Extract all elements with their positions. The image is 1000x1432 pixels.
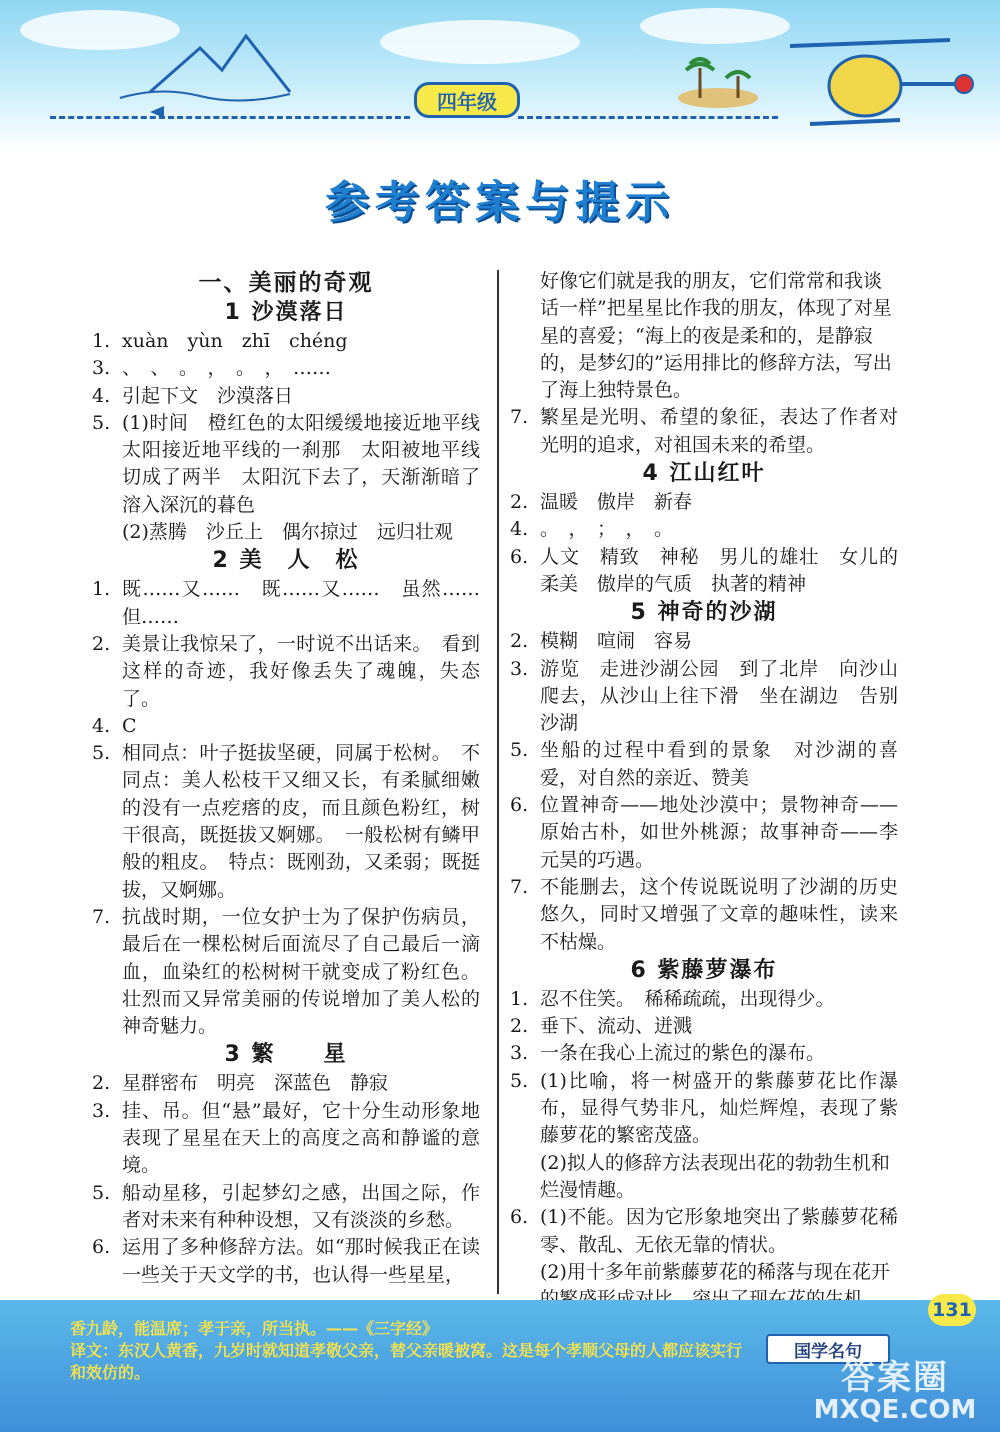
- answer-item: [510, 404, 898, 459]
- answer-item: [92, 1070, 480, 1097]
- unit-title: 一、美丽的奇观: [198, 270, 374, 296]
- answer-number: 5.: [92, 1181, 111, 1204]
- answer-text: 人文 精致 神秘 男儿的雄壮 女儿的柔美 傲岸的气质 执著的精神: [540, 545, 898, 595]
- left-column: [92, 268, 500, 1289]
- answer-number: 1.: [92, 330, 111, 352]
- answer-text: (1)不能。因为它形象地突出了紫藤萝花稀零、散乱、无依无靠的情状。: [540, 1206, 898, 1256]
- answer-text: 坐船的过程中看到的景象 对沙湖的喜爱，对自然的亲近、赞美: [540, 739, 898, 789]
- helicopter-icon: [829, 56, 901, 116]
- island-icon: [678, 88, 758, 108]
- mountain-icon: [150, 36, 290, 92]
- answer-number: 3.: [92, 357, 111, 380]
- answer-number: 2.: [510, 1015, 529, 1038]
- dashed-line: [518, 116, 778, 119]
- watermark-url: MXQE.COM: [813, 1395, 977, 1425]
- answer-number: 6.: [510, 545, 529, 568]
- answer-item: [510, 516, 898, 543]
- answer-number: 2.: [92, 632, 111, 655]
- section-title: 2 美 人 松: [212, 548, 360, 574]
- answer-item: [510, 1068, 898, 1150]
- answer-item: [92, 904, 480, 1040]
- answer-number: 6.: [510, 1206, 529, 1229]
- answer-continuation: (2)用十多年前紫藤萝花的稀落与现在花开: [540, 1260, 890, 1283]
- answer-text: 挂、吊。但“悬”最好，它十分生动形象地表现了星星在天上的高度之高和静谧的意境。: [122, 1099, 480, 1177]
- answer-text: xuàn yùn zhī chéng: [122, 330, 348, 352]
- answer-item: [510, 489, 898, 516]
- answer-item: [92, 383, 480, 410]
- answer-number: 5.: [92, 742, 111, 765]
- answer-number: 2.: [92, 1072, 111, 1095]
- answer-text: 运用了多种修辞方法。如“那时候我正在读一些关于天文学的书，也认得一些星星，: [122, 1236, 480, 1286]
- answer-text: 引起下文 沙漠落日: [122, 384, 294, 407]
- page-header: [0, 0, 1000, 150]
- answer-number: 5.: [510, 739, 529, 762]
- answer-number: 2.: [510, 630, 529, 653]
- answer-text: 船动星移，引起梦幻之感，出国之际，作者对未来有种种设想，又有淡淡的乡愁。: [122, 1181, 480, 1231]
- answer-item: [510, 628, 898, 655]
- guoxue-badge: 国学名句: [766, 1334, 890, 1364]
- answer-text: 模糊 喧闹 容易: [540, 630, 693, 653]
- answer-item: [92, 1180, 480, 1235]
- section-title: 5 神奇的沙湖: [630, 600, 778, 626]
- answer-number: 3.: [510, 657, 529, 680]
- answer-number: 5.: [92, 411, 111, 434]
- answer-text: 一条在我心上流过的紫色的瀑布。: [540, 1042, 826, 1065]
- answer-number: 7.: [510, 406, 529, 429]
- footer-translation: 译文：东汉人黄香，九岁时就知道孝敬父亲，替父亲暖被窝。这是每个孝顺父母的人都应该实行和效仿的。: [70, 1341, 743, 1382]
- answer-number: 1.: [92, 578, 111, 601]
- answer-item: [510, 874, 898, 956]
- answer-number: 4.: [92, 384, 111, 407]
- section-title: 4 江山红叶: [642, 461, 766, 487]
- answer-text: 相同点：叶子挺拔坚硬，同属于松树。 不同点：美人松枝干又细又长，有柔腻细嫩的没有一点疙瘩的皮，而且颜色粉红，树干很高，既挺拔又婀娜。 一般松树有鳞甲般的粗皮。 特点：既刚劲，又柔弱；既挺拔，又婀娜。: [122, 742, 480, 901]
- answer-text: 美景让我惊呆了，一时说不出话来。 看到这样的奇迹，我好像丢失了魂魄，失态了。: [122, 632, 480, 710]
- dashed-line: [50, 116, 410, 119]
- answer-item: [510, 656, 898, 738]
- answer-item: [92, 631, 480, 713]
- answer-text: 抗战时期，一位女护士为了保护伤病员，最后在一棵松树后面流尽了自己最后一滴血，血染红的松树树干就变成了粉红色。壮烈而又异常美丽的传说增加了美人松的神奇魅力。: [122, 905, 480, 1038]
- answer-item: [92, 713, 480, 740]
- answer-number: 3.: [92, 1099, 111, 1122]
- site-watermark: [800, 1360, 990, 1426]
- answer-number: 6.: [510, 794, 529, 817]
- right-column: [510, 268, 898, 1313]
- answer-number: 2.: [510, 491, 529, 514]
- answer-item: [510, 1204, 898, 1259]
- answer-text: 星群密布 明亮 深蓝色 静寂: [122, 1072, 389, 1095]
- answer-item: [92, 410, 500, 519]
- answer-item: [510, 737, 898, 792]
- answer-text: (1)比喻，将一树盛开的紫藤萝花比作瀑布，显得气势非凡，灿烂辉煌，表现了紫藤萝花的繁密茂盛。: [540, 1069, 898, 1147]
- answer-text: 、 、 。 ， 。 ， ……: [122, 357, 332, 380]
- answer-continuation: (2)蒸腾 沙丘上 偶尔掠过 远归壮观: [122, 521, 453, 544]
- answer-item: [510, 792, 898, 874]
- answer-item: [92, 355, 480, 382]
- answer-text: 不能删去，这个传说既说明了沙湖的历史悠久，同时又增强了文章的趣味性，读来不枯燥。: [540, 875, 898, 953]
- answer-continuation: (2)拟人的修辞方法表现出花的勃勃生机和烂漫情趣。: [540, 1151, 890, 1201]
- answer-text: 游览 走进沙湖公园 到了北岸 向沙山爬去，从沙山上往下滑 坐在湖边 告别沙湖: [540, 657, 898, 735]
- answer-number: 1.: [510, 987, 529, 1010]
- answer-number: 4.: [510, 518, 529, 541]
- answer-number: 6.: [92, 1236, 111, 1259]
- answer-item: [92, 1098, 480, 1180]
- answer-number: 4.: [92, 714, 111, 737]
- answer-continuation: 好像它们就是我的朋友，它们常常和我谈话一样”把星星比作我的朋友，体现了对星星的喜爱；“海上的夜是柔和的，是静寂的，是梦幻的”运用排比的修辞方法，写出了海上独特景色。: [540, 270, 892, 402]
- answer-item: [510, 544, 898, 599]
- watermark-text: 答案圈: [841, 1358, 949, 1398]
- answer-item: [510, 986, 898, 1013]
- answer-text: 温暖 傲岸 新春: [540, 491, 693, 514]
- grade-badge: 四年级: [414, 82, 520, 118]
- answer-number: 7.: [510, 875, 529, 898]
- answer-text: 垂下、流动、迸溅: [540, 1015, 693, 1038]
- answer-item: [510, 1040, 898, 1067]
- page-number: 131: [928, 1294, 976, 1326]
- answer-number: 5.: [510, 1069, 529, 1092]
- answer-item: [92, 576, 480, 631]
- answer-item: [92, 740, 480, 904]
- footer-quote-block: [70, 1318, 750, 1428]
- section-title: 3 繁 星: [224, 1042, 348, 1068]
- answer-number: 7.: [92, 905, 111, 928]
- answer-text: 位置神奇——地处沙漠中；景物神奇——原始古朴，如世外桃源；故事神奇——李元昊的巧遇。: [540, 794, 898, 871]
- answer-number: 3.: [510, 1042, 529, 1065]
- answer-text: 忍不住笑。 稀稀疏疏，出现得少。: [540, 987, 835, 1010]
- answer-item: [92, 328, 480, 355]
- answer-text: 。 ， ； ， 。: [540, 518, 674, 541]
- answer-text: C: [122, 714, 137, 737]
- answer-text: (1)时间 橙红色的太阳缓缓地接近地平线 太阳接近地平线的一刹那 太阳被地平线切成了两半 太阳沉下去了，天渐渐暗了 溶入深沉的暮色: [122, 411, 500, 516]
- answer-text: 繁星是光明、希望的象征，表达了作者对光明的追求，对祖国未来的希望。: [540, 406, 898, 456]
- answer-item: [510, 1013, 898, 1040]
- footer-quote: 香九龄，能温席；孝于亲，所当执。——《三字经》: [70, 1319, 439, 1338]
- page-title: 参考答案与提示: [325, 177, 675, 228]
- answer-text: 既……又…… 既……又…… 虽然……但……: [122, 578, 480, 628]
- answer-item: [92, 1234, 480, 1289]
- section-title: 1 沙漠落日: [224, 300, 348, 325]
- header-illustration: [0, 0, 1000, 150]
- section-title: 6 紫藤萝瀑布: [630, 957, 778, 983]
